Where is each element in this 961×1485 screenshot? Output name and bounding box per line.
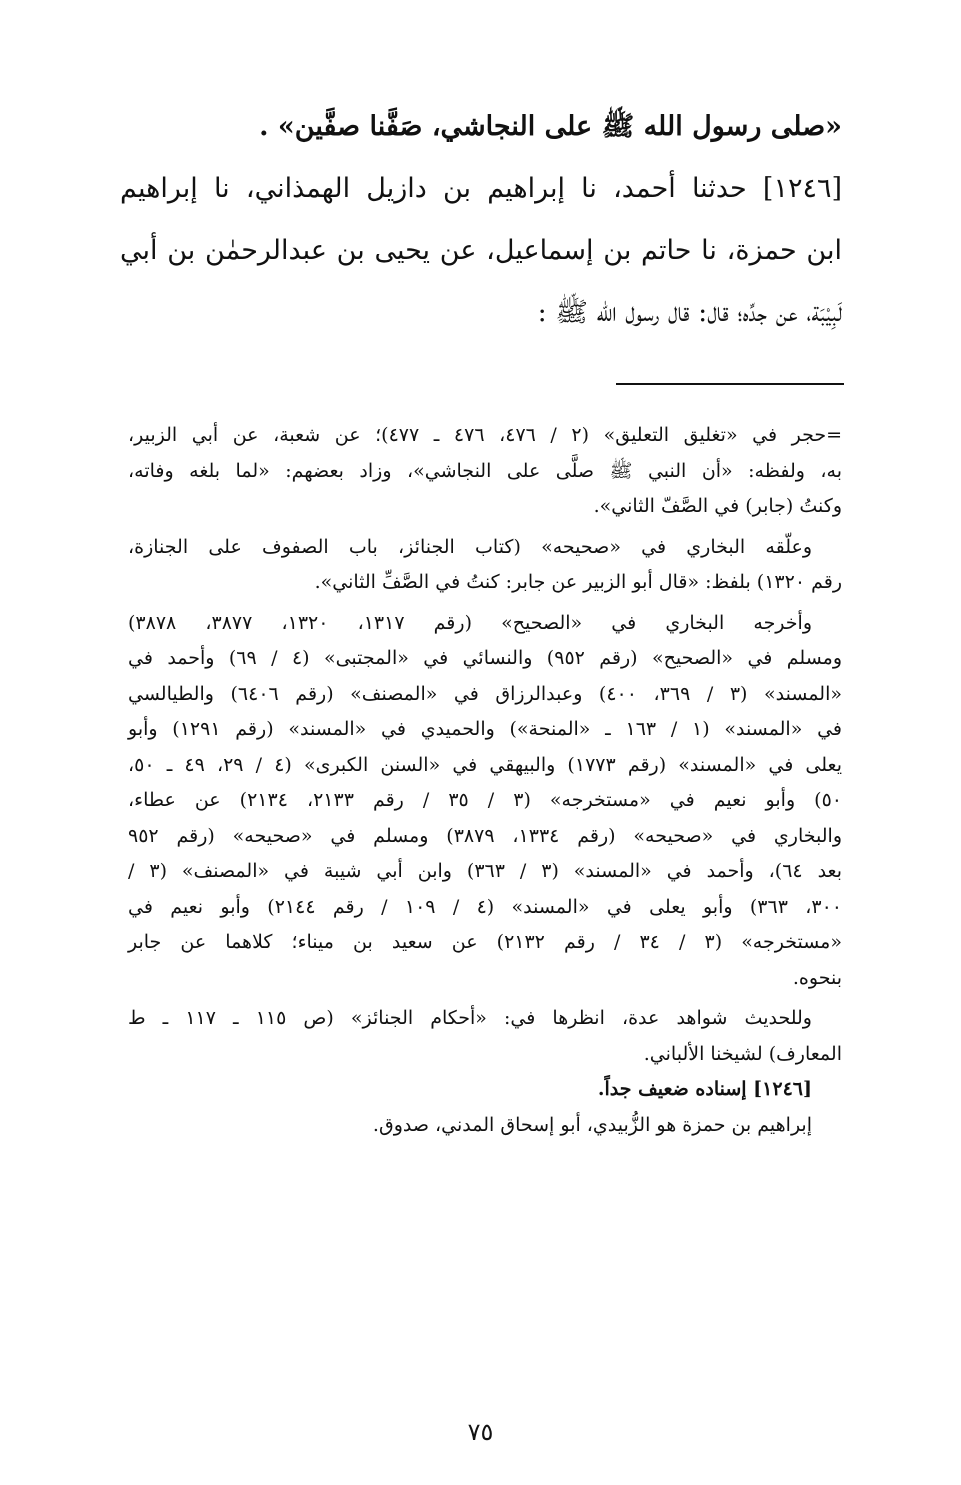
footnote-line: بنحوه. <box>792 966 842 989</box>
footnote-separator <box>616 383 844 385</box>
footnote-line: يعلى في «المسند» (رقم ١٧٧٣) والبيهقي في «السنن الكبرى» (٤ / ٢٩، ٤٩ ـ ٥٠، <box>128 753 842 776</box>
hadith-1246-line-2: ابن حمزة، نا حاتم بن إسماعيل، عن يحيى بن عبدالرحمٰن بن أبي <box>120 235 842 266</box>
footnote-line: إبراهيم بن حمزة هو الزُّبيدي، أبو إسحاق المدني، صدوق. <box>372 1113 812 1136</box>
hadith-quote-line: «صلى رسول الله ﷺ على النجاشي، صَفَّنا صفَّين» . <box>259 111 842 142</box>
page-number: ٧٥ <box>467 1418 494 1446</box>
footnote-line: رقم ١٣٢٠) بلفظ: «قال أبو الزبير عن جابر: كنتُ في الصَّفِّ الثاني». <box>314 571 842 593</box>
main-text-block <box>120 96 842 344</box>
footnote-line: وعلّقه البخاري في «صحيحه» (كتاب الجنائز، باب الصفوف على الجنازة، <box>128 535 812 558</box>
footnote-line: بعد ٦٤)، وأحمد في «المسند» (٣ / ٣٦٣) وابن أبي شيبة في «المصنف» (٣ / <box>128 860 843 882</box>
footnote-line: ٣٠٠، ٣٦٣) وأبو يعلى في «المسند» (٤ / ١٠٩ / رقم ٢١٤٤) وأبو نعيم في <box>128 895 842 918</box>
isnad-grading-line: [١٢٤٦] إسناده ضعيف جداً. <box>597 1078 812 1100</box>
footnote-line: المعارف) لشيخنا الألباني. <box>643 1042 842 1065</box>
footnote-line: ٥٠) وأبو نعيم في «مستخرجه» (٣ / ٣٥ / رقم ٢١٣٣، ٢١٣٤) عن عطاء، <box>128 789 842 811</box>
footnote-line: به، ولفظه: «أن النبي ﷺ صلَّى على النجاشي»، وزاد بعضهم: «لما بلغه وفاته، <box>128 459 842 482</box>
footnote-line: «المسند» (٣ / ٣٦٩، ٤٠٠) وعبدالرزاق في «المصنف» (رقم ٦٤٠٦) والطيالسي <box>128 682 842 705</box>
footnote-line: =حجر في «تغليق التعليق» (٢ / ٤٧٦، ٤٧٦ ـ ٤٧٧)؛ عن شعبة، عن أبي الزبير، <box>128 424 843 446</box>
footnote-line: في «المسند» (١ / ١٦٣ ـ «المنحة») والحميدي في «المسند» (رقم ١٢٩١) وأبو <box>128 718 842 740</box>
footnote-line: «مستخرجه» (٣ / ٣٤ / رقم ٢١٣٢) عن سعيد بن ميناء؛ كلاهما عن جابر <box>128 931 842 953</box>
footnote-line: والبخاري في «صحيحه» (رقم ١٣٣٤، ٣٨٧٩) ومسلم في «صحيحه» (رقم ٩٥٢ <box>128 824 843 847</box>
footnote-line: وللحديث شواهد عدة، انظرها في: «أحكام الجنائز» (ص ١١٥ ـ ١١٧ ـ ط <box>128 1007 812 1029</box>
footnote-line: وكنتُ (جابر) في الصَّفّ الثاني». <box>593 495 842 517</box>
hadith-1246-line-1: [١٢٤٦] حدثنا أحمد، نا إبراهيم بن دازيل الهمذاني، نا إبراهيم <box>120 173 842 204</box>
footnote-line: ومسلم في «الصحيح» (رقم ٩٥٢) والنسائي في «المجتبى» (٤ / ٦٩) وأحمد في <box>128 647 842 669</box>
hadith-1246-line-3: لَبِيْبَة، عن جدِّه؛ قال: قال رسول الله ﷺ : <box>537 297 842 328</box>
footnotes-block <box>128 418 842 1143</box>
footnote-line: وأخرجه البخاري في «الصحيح» (رقم ١٣١٧، ١٣٢٠، ٣٨٧٧، ٣٨٧٨) <box>128 611 812 634</box>
